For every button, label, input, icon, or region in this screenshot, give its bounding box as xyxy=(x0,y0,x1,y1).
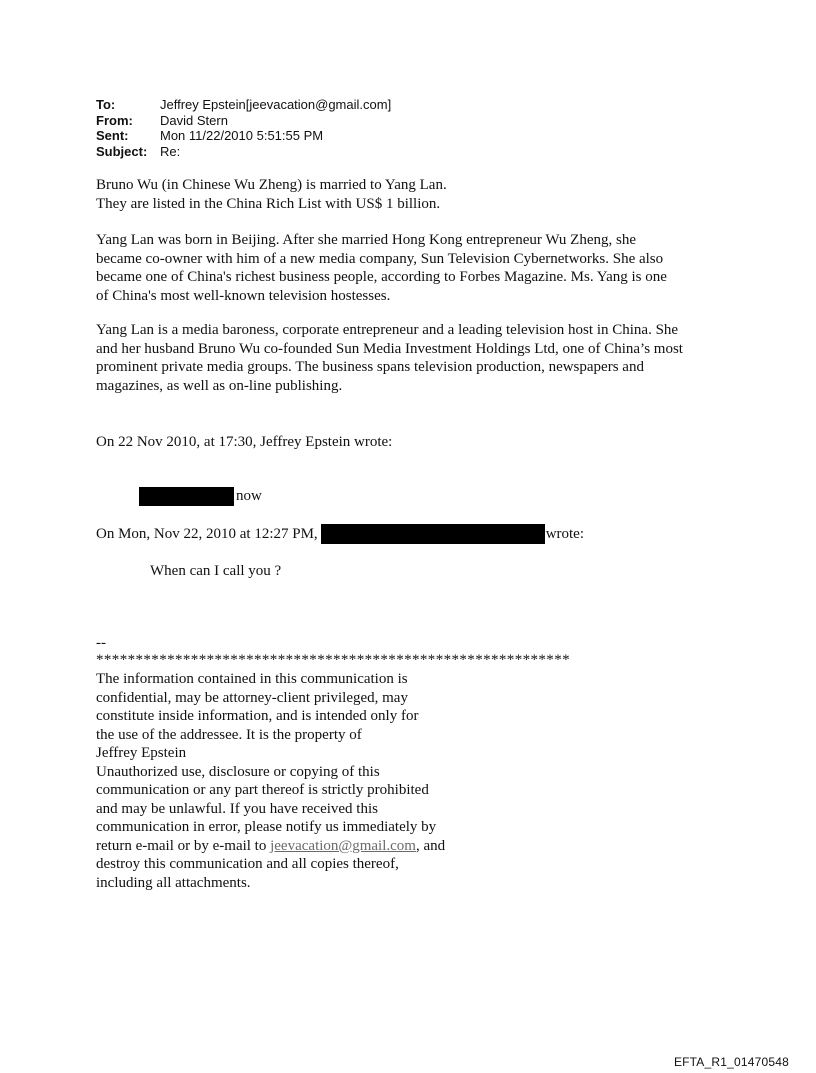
paragraph-line: became one of China's richest business people, according to Forbes Magazine. Ms. Yang is one xyxy=(96,269,667,285)
now-text: now xyxy=(236,488,262,505)
return-suffix: , and xyxy=(415,837,446,854)
disclaimer-line xyxy=(96,837,496,856)
sent-row xyxy=(96,128,391,144)
to-value: Jeffrey Epstein[jeevacation@gmail.com] xyxy=(160,97,392,112)
subject-label: Subject: xyxy=(96,143,148,159)
signature-dash: -- xyxy=(96,635,106,651)
sent-value: Mon 11/22/2010 5:51:55 PM xyxy=(160,128,324,143)
paragraph-line: They are listed in the China Rich List with US$ 1 billion. xyxy=(96,195,441,212)
to-label: To: xyxy=(96,97,116,112)
disclaimer xyxy=(96,670,496,892)
disclaimer-line: constitute inside information, and is intended only for xyxy=(96,708,419,724)
disclaimer-line: and may be unlawful. If you have received this xyxy=(96,800,378,817)
paragraph-2 xyxy=(96,231,736,305)
sent-label: Sent: xyxy=(96,128,129,143)
paragraph-line: and her husband Bruno Wu co-founded Sun Media Investment Holdings Ltd, one of China’s most xyxy=(96,340,683,357)
to-row xyxy=(96,97,391,113)
email-header xyxy=(96,97,391,159)
signature-stars: ************************************************************ xyxy=(96,652,570,668)
from-label: From: xyxy=(96,112,133,128)
call-question: When can I call you ? xyxy=(150,563,282,579)
disclaimer-line: destroy this communication and all copies thereof, xyxy=(96,856,399,872)
paragraph-line: prominent private media groups. The business spans television production, newspapers and xyxy=(96,359,644,375)
disclaimer-line: the use of the addressee. It is the property of xyxy=(96,726,362,743)
redaction-bar xyxy=(321,524,545,544)
disclaimer-line: including all attachments. xyxy=(96,874,251,891)
email-link[interactable]: jeevacation@gmail.com xyxy=(270,837,416,854)
now-line xyxy=(139,487,262,506)
return-prefix: return e-mail or by e-mail to xyxy=(96,837,271,854)
paragraph-line: magazines, as well as on-line publishing. xyxy=(96,377,343,394)
disclaimer-line: Jeffrey Epstein xyxy=(96,745,187,761)
subject-value: Re: xyxy=(160,143,181,159)
on-mon-suffix: wrote: xyxy=(545,525,585,542)
paragraph-3 xyxy=(96,321,736,395)
paragraph-line: of China's most well-known television hostesses. xyxy=(96,287,391,304)
from-value: David Stern xyxy=(160,112,228,128)
disclaimer-line: confidential, may be attorney-client privileged, may xyxy=(96,689,408,706)
disclaimer-line: Unauthorized use, disclosure or copying of this xyxy=(96,763,380,780)
paragraph-line: Bruno Wu (in Chinese Wu Zheng) is married to Yang Lan. xyxy=(96,177,447,193)
disclaimer-line: communication or any part thereof is strictly prohibited xyxy=(96,782,429,798)
from-row xyxy=(96,113,391,129)
subject-row xyxy=(96,144,391,160)
paragraph-1 xyxy=(96,176,736,213)
paragraph-line: Yang Lan was born in Beijing. After she married Hong Kong entrepreneur Wu Zheng, she xyxy=(96,232,636,248)
paragraph-line: Yang Lan is a media baroness, corporate entrepreneur and a leading television host in China. She xyxy=(96,322,679,338)
disclaimer-line: communication in error, please notify us immediately by xyxy=(96,819,437,835)
on-mon-prefix: On Mon, Nov 22, 2010 at 12:27 PM, xyxy=(96,525,318,542)
redaction-bar xyxy=(139,487,234,506)
on-mon-line xyxy=(96,524,584,544)
quote-intro: On 22 Nov 2010, at 17:30, Jeffrey Epstein wrote: xyxy=(96,434,393,450)
paragraph-line: became co-owner with him of a new media company, Sun Television Cybernetworks. She also xyxy=(96,250,664,267)
disclaimer-line: The information contained in this communication is xyxy=(96,671,408,687)
document-id: EFTA_R1_01470548 xyxy=(673,1055,789,1069)
